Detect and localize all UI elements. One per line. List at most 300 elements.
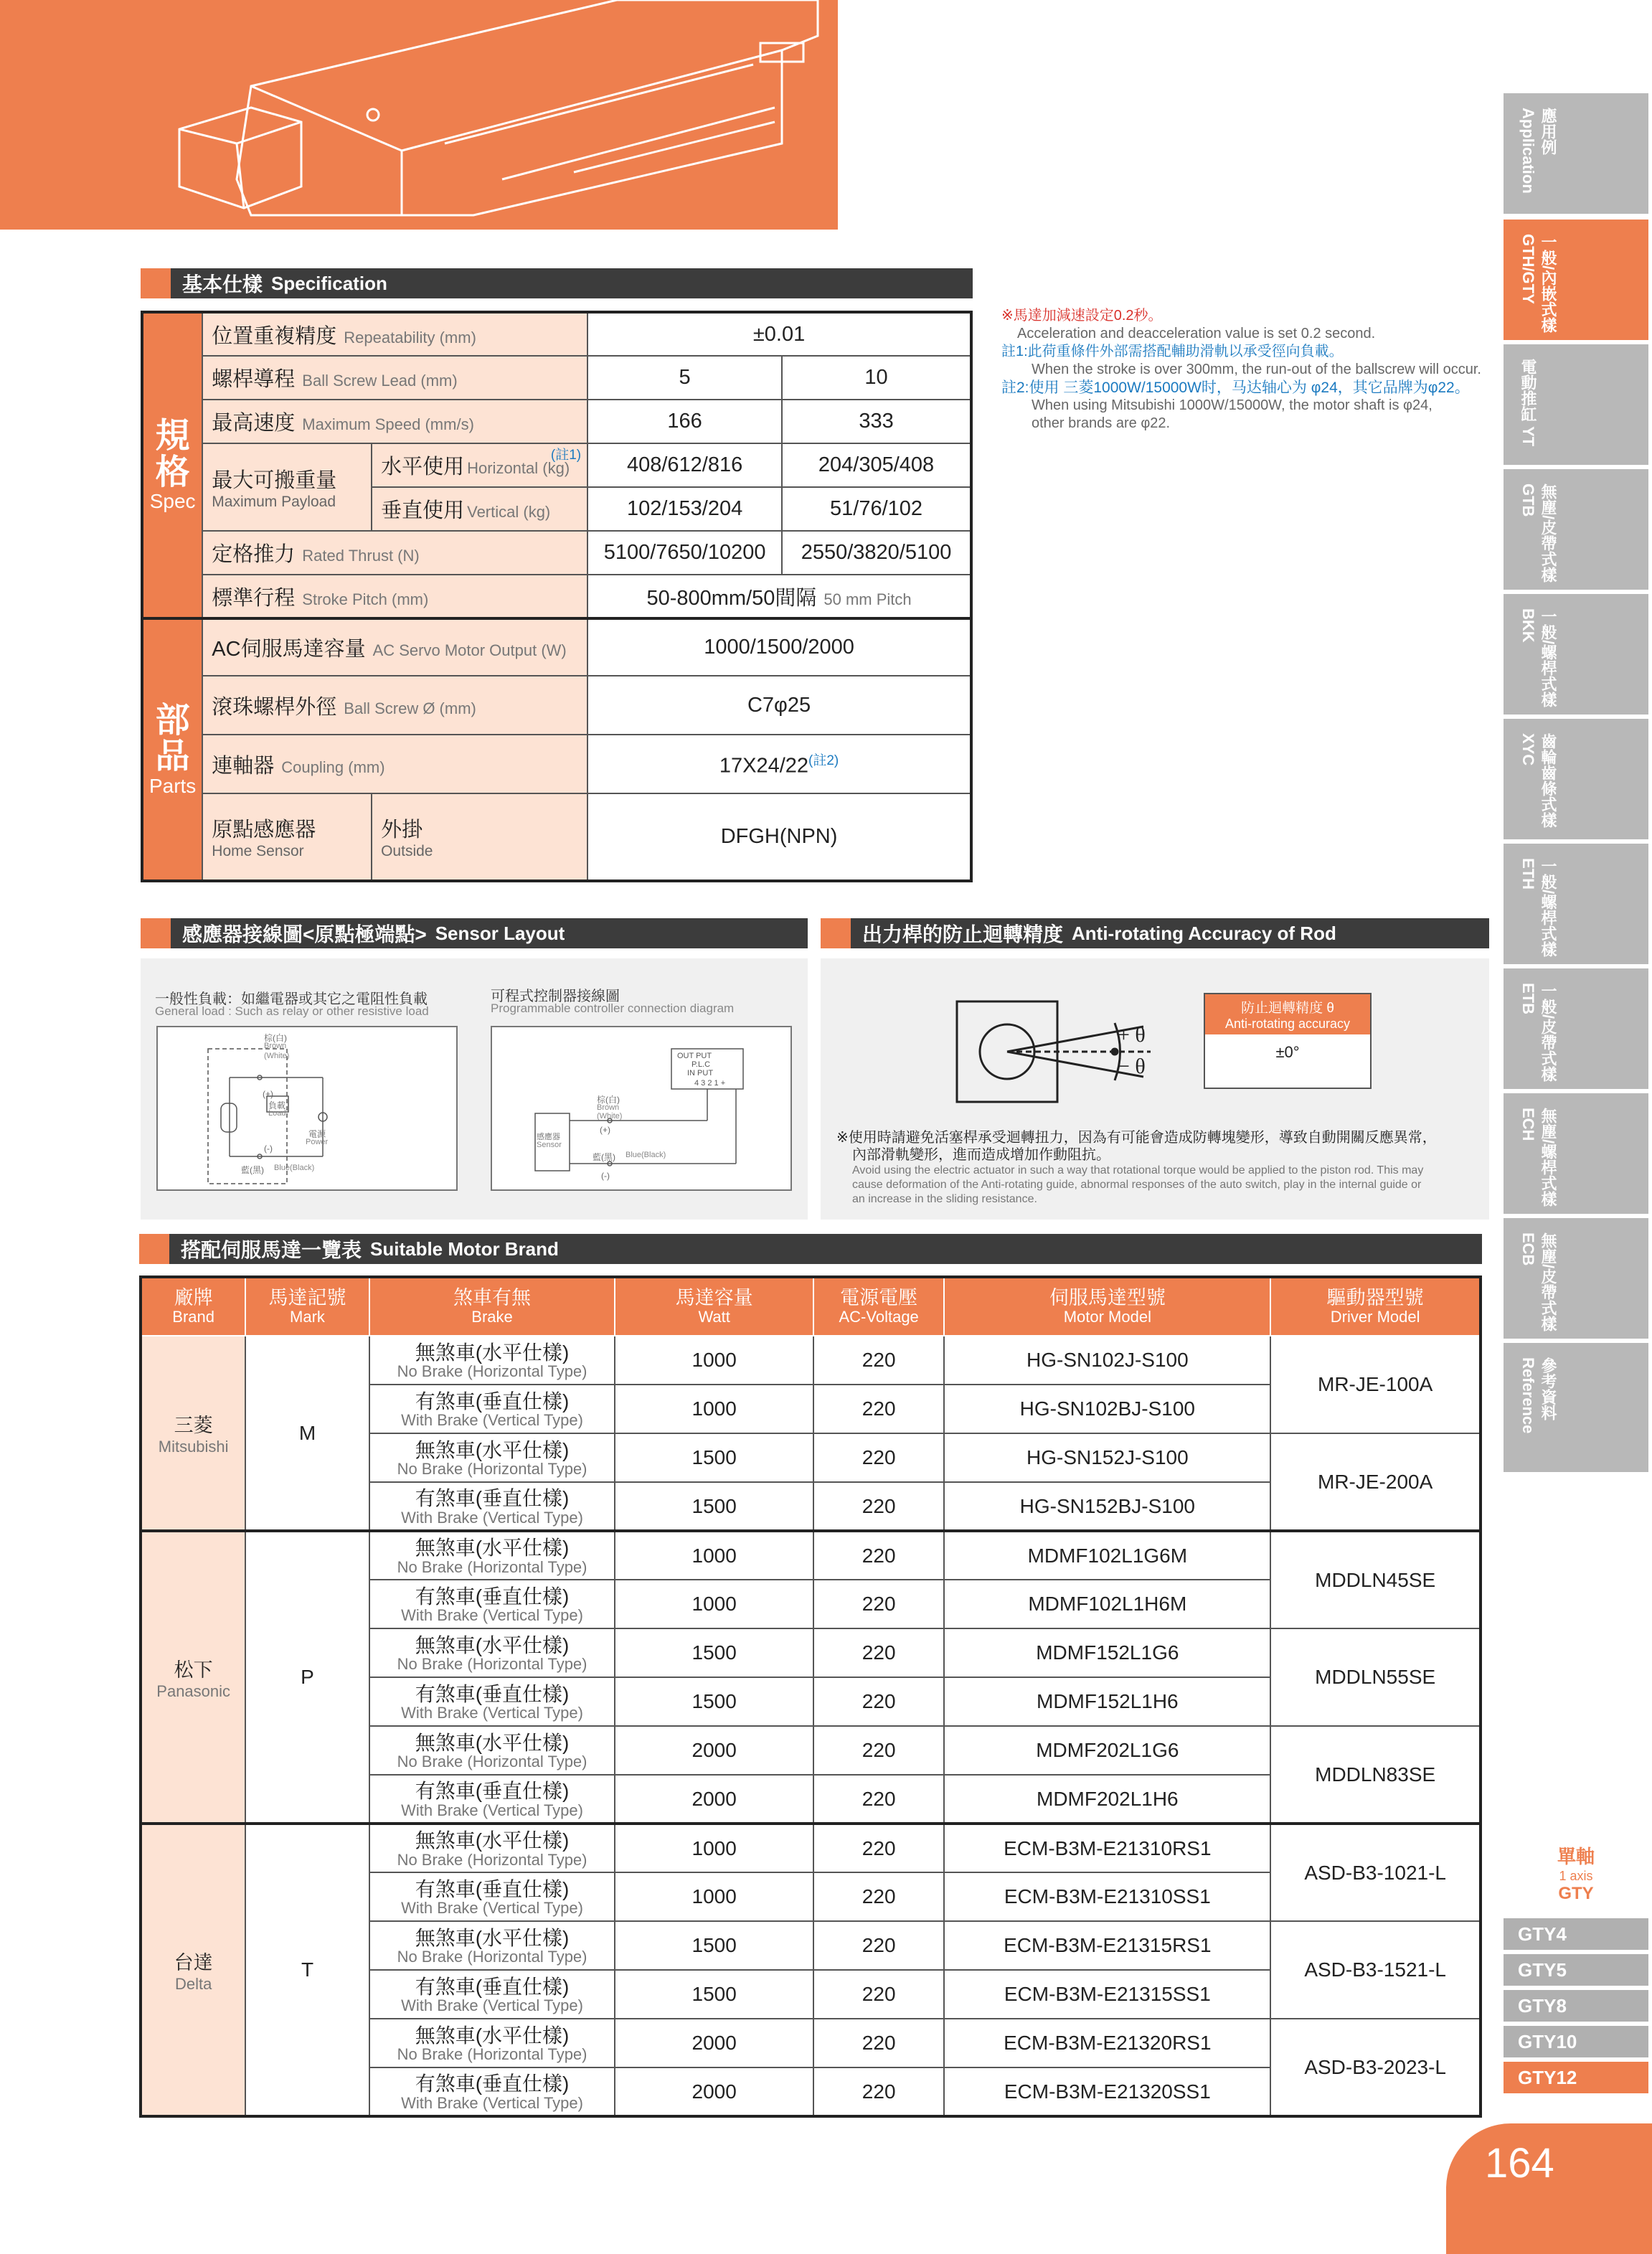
brake-cn: 無煞車(水平仕樣): [415, 1633, 570, 1656]
motor-section-header: [139, 1234, 1482, 1264]
note-2-en-2: other brands are φ22.: [1032, 415, 1171, 431]
brand-en: Delta: [174, 1974, 212, 1993]
tab-en: Reference: [1519, 1357, 1537, 1434]
motor-model-cell: MDMF102L1H6M: [944, 1580, 1270, 1628]
header-driver-model: [1270, 1277, 1481, 1336]
label-cn: 最高速度: [212, 412, 296, 435]
note-en-1: Avoid using the electric actuator in such a way that rotational torque would be applied to the piston rod. This may: [852, 1164, 1424, 1176]
watt-cell: 1000: [615, 1336, 813, 1385]
voltage-cell: 220: [813, 1580, 944, 1628]
brake-cn: 有煞車(垂直仕樣): [415, 1877, 570, 1900]
brake-cell: [369, 1677, 615, 1726]
repeatability-value: ±0.01: [587, 312, 971, 356]
stroke-label: [202, 575, 587, 618]
brake-cell: [369, 1531, 615, 1580]
group-en: Spec: [149, 490, 196, 513]
spec-notes: [1001, 307, 1489, 433]
anti-note: [836, 1129, 1437, 1207]
tab-cn: 一般/螺桿式樣: [1539, 858, 1557, 958]
brake-cn: 無煞車(水平仕樣): [415, 1926, 570, 1949]
payload-v-value-1: 102/153/204: [587, 487, 782, 531]
brake-en: No Brake (Horizontal Type): [397, 2045, 587, 2064]
brand-cn: 松下: [174, 1659, 213, 1681]
motor-model-cell: MDMF102L1G6M: [944, 1531, 1270, 1580]
motor-label: [202, 618, 587, 676]
note-ref: (註2): [808, 753, 839, 769]
tab-en: Application: [1519, 108, 1537, 194]
label-en: Outside: [381, 843, 433, 859]
voltage-cell: 220: [813, 1628, 944, 1677]
brake-cell: [369, 1726, 615, 1775]
label-cn: AC伺服馬達容量: [212, 638, 366, 661]
motor-table-body: [141, 1336, 1481, 2116]
label-en: Stroke Pitch (mm): [302, 590, 429, 608]
tab-cn: 無塵/螺桿式樣: [1539, 1108, 1557, 1207]
sensor-sub-label: [372, 793, 587, 881]
watt-cell: 1000: [615, 1531, 813, 1580]
brake-en: No Brake (Horizontal Type): [397, 1557, 587, 1576]
watt-cell: 1000: [615, 1872, 813, 1921]
theta-minus-label: − θ: [1118, 1055, 1146, 1078]
h-cn: 驅動器型號: [1326, 1286, 1424, 1308]
motor-model-cell: HG-SN102J-S100: [944, 1336, 1270, 1385]
sensor-label: [202, 793, 372, 881]
tab-text: [1518, 1108, 1558, 1214]
accuracy-value: ±0°: [1275, 1043, 1300, 1061]
side-tab-9[interactable]: [1504, 1218, 1648, 1339]
brake-en: With Brake (Vertical Type): [401, 1508, 583, 1527]
motor-model-cell: ECM-B3M-E21315SS1: [944, 1970, 1270, 2019]
h-en: Watt: [698, 1308, 730, 1326]
driver-model-cell: MR-JE-200A: [1270, 1433, 1481, 1531]
brake-cell: [369, 1433, 615, 1482]
h-en: Brand: [172, 1308, 215, 1326]
table-row: [141, 1824, 1481, 1872]
tab-en: ECH: [1519, 1108, 1537, 1141]
group-en: Parts: [148, 774, 197, 797]
section-title: 出力桿的防止迴轉精度: [862, 923, 1064, 946]
label-cn: 外掛: [381, 819, 423, 841]
watt-cell: 1500: [615, 1628, 813, 1677]
label-en: Maximum Payload: [212, 493, 336, 510]
wire-white-en: (White): [264, 1052, 290, 1060]
payload-horizontal-label: [372, 443, 587, 487]
gty-item-3[interactable]: GTY10: [1504, 2026, 1648, 2057]
header-motor-model: [944, 1277, 1270, 1336]
brand-cn: 三菱: [174, 1415, 213, 1436]
tab-cn: 應用例: [1539, 108, 1557, 155]
h-cn: 電源電壓: [840, 1286, 918, 1308]
driver-model-cell: MR-JE-100A: [1270, 1336, 1481, 1433]
label-cn: 定格推力: [212, 543, 296, 566]
brake-en: No Brake (Horizontal Type): [397, 1948, 587, 1966]
motor-model-cell: HG-SN152BJ-S100: [944, 1482, 1270, 1531]
watt-cell: 1500: [615, 1482, 813, 1531]
brake-en: No Brake (Horizontal Type): [397, 1753, 587, 1771]
tab-en: GTB: [1519, 484, 1537, 517]
brake-cell: [369, 1482, 615, 1531]
minus-label: (-): [601, 1171, 610, 1181]
label-en: Vertical (kg): [467, 503, 551, 521]
brake-cn: 有煞車(垂直仕樣): [415, 1390, 570, 1413]
plus-label: (+): [600, 1125, 610, 1135]
load-label: 負載: [268, 1100, 286, 1111]
tab-en: YT: [1519, 426, 1537, 447]
watt-cell: 1500: [615, 1677, 813, 1726]
brake-en: No Brake (Horizontal Type): [397, 1362, 587, 1381]
brake-cell: [369, 2067, 615, 2116]
section-title: 感應器接線圖<原點極端點>: [182, 923, 427, 946]
lead-label: [202, 356, 587, 400]
motor-model-cell: HG-SN152J-S100: [944, 1433, 1270, 1482]
motor-model-cell: ECM-B3M-E21310RS1: [944, 1824, 1270, 1872]
brake-cn: 無煞車(水平仕樣): [415, 2024, 570, 2047]
h-cn: 馬達容量: [675, 1286, 753, 1308]
stroke-value: [587, 575, 971, 618]
tab-cn: 一般/皮帶式樣: [1539, 983, 1557, 1083]
lead-value-1: 5: [587, 356, 782, 400]
hero-banner: [0, 0, 838, 230]
pins-label: 4 3 2 1 +: [694, 1079, 726, 1088]
sub: 50 mm Pitch: [823, 590, 912, 608]
sensor-section-header: [141, 918, 808, 948]
spec-section-header: [141, 268, 973, 298]
wire-blue: 藍(黑): [593, 1152, 615, 1162]
motor-model-cell: MDMF202L1G6: [944, 1726, 1270, 1775]
side-tab-2[interactable]: [1504, 344, 1648, 465]
tab-cn: 齒輪齒條式樣: [1539, 733, 1557, 828]
motor-model-cell: HG-SN102BJ-S100: [944, 1385, 1270, 1433]
tab-cn: 無塵/皮帶式樣: [1539, 1232, 1557, 1332]
box-title-en: Anti-rotating accuracy: [1224, 1017, 1351, 1031]
motor-value: 1000/1500/2000: [587, 618, 971, 676]
tab-en: XYC: [1519, 733, 1537, 766]
group-cn: 部品: [155, 701, 190, 776]
note-0-en: Acceleration and deacceleration value is set 0.2 second.: [1017, 326, 1376, 341]
voltage-cell: 220: [813, 2067, 944, 2116]
side-tab-3[interactable]: [1504, 469, 1648, 590]
brake-cell: [369, 1970, 615, 2019]
value: 17X24/22: [719, 754, 809, 778]
wire-brown-en: Brown: [264, 1042, 287, 1050]
tab-text: [1518, 983, 1558, 1089]
motor-table-header: [141, 1277, 1481, 1336]
motor-model-cell: MDMF152L1G6: [944, 1628, 1270, 1677]
theta-plus-label: + θ: [1118, 1023, 1146, 1047]
thrust-label: [202, 531, 587, 575]
tab-text: [1518, 359, 1538, 446]
brake-cn: 有煞車(垂直仕樣): [415, 1682, 570, 1705]
box-title: 防止迴轉精度 θ: [1241, 1001, 1334, 1016]
speed-value-2: 333: [782, 400, 971, 443]
h-cn: 馬達記號: [268, 1286, 346, 1308]
watt-cell: 1500: [615, 1921, 813, 1970]
tab-text: [1518, 858, 1558, 964]
side-tab-5[interactable]: [1504, 719, 1648, 839]
brake-en: No Brake (Horizontal Type): [397, 1460, 587, 1479]
speed-label: [202, 400, 587, 443]
wire-brown: 棕(白): [597, 1095, 620, 1105]
label-cn: 標準行程: [212, 586, 296, 610]
brake-cn: 有煞車(垂直仕樣): [415, 1975, 570, 1998]
side-tab-7[interactable]: [1504, 968, 1648, 1089]
note-cn-1: ※使用時請避免活塞桿承受迴轉扭力，因為有可能會造成防轉塊變形，導致自動開關反應異常，: [836, 1130, 1437, 1146]
load-label-en: Load: [268, 1109, 286, 1118]
brake-en: No Brake (Horizontal Type): [397, 1655, 587, 1674]
wire-brown: 棕(白): [264, 1033, 287, 1043]
watt-cell: 2000: [615, 1775, 813, 1824]
side-tab-6[interactable]: [1504, 844, 1648, 964]
voltage-cell: 220: [813, 1921, 944, 1970]
tab-cn: 一般/螺桿式樣: [1539, 608, 1557, 708]
tab-cn: 一般/內嵌式樣: [1539, 234, 1557, 334]
h-cn: 廠牌: [174, 1286, 213, 1308]
sensor-label: 感應器: [537, 1133, 560, 1141]
tab-en: ETB: [1519, 983, 1537, 1014]
label-en: Ball Screw Lead (mm): [302, 372, 458, 390]
screw-value: C7φ25: [587, 676, 971, 735]
plc-circuit-svg: [492, 1027, 793, 1192]
side-tab-1[interactable]: [1504, 220, 1648, 340]
h-en: Driver Model: [1330, 1308, 1420, 1326]
gty-item-2[interactable]: GTY8: [1504, 1990, 1648, 2022]
rod-diagram-icon: [950, 987, 1165, 1109]
coupling-value: [587, 735, 971, 793]
brake-cn: 無煞車(水平仕樣): [415, 1341, 570, 1364]
driver-model-cell: ASD-B3-1021-L: [1270, 1824, 1481, 1921]
minus-label: (-): [264, 1143, 273, 1154]
sensor-layout-panel: [141, 958, 808, 1220]
note-en-2: cause deformation of the Anti-rotating guide, abnormal responses of the auto switch, play in the internal guide or: [852, 1179, 1422, 1191]
label-cn: 連軸器: [212, 754, 275, 778]
brake-cn: 無煞車(水平仕樣): [415, 1731, 570, 1754]
label-cn: 垂直使用: [381, 499, 465, 522]
table-row: [141, 1531, 1481, 1580]
brand-en: Panasonic: [156, 1682, 231, 1700]
h-cn: 煞車有無: [453, 1286, 532, 1308]
wire-blue-en: Blue(Black): [274, 1164, 315, 1172]
h-en: AC-Voltage: [839, 1308, 919, 1326]
section-title: 搭配伺服馬達一覽表: [181, 1239, 362, 1261]
tab-text: [1518, 108, 1558, 214]
thrust-value-2: 2550/3820/5100: [782, 531, 971, 575]
voltage-cell: 220: [813, 1433, 944, 1482]
plc-title-en: Programmable controller connection diagram: [491, 1001, 735, 1015]
sensor-label-en: Sensor: [537, 1141, 562, 1149]
wire-brown-en: Brown: [597, 1103, 620, 1112]
screw-label: [202, 676, 587, 735]
axis-cn: 單軸: [1557, 1846, 1595, 1867]
header-brand: [141, 1277, 245, 1336]
tab-text: [1518, 1357, 1558, 1472]
section-accent: [141, 268, 171, 298]
general-load-title: 一般性負載：如繼電器或其它之電阻性負載: [155, 991, 428, 1007]
side-tab-8[interactable]: [1504, 1093, 1648, 1214]
h-en: Motor Model: [1063, 1308, 1151, 1326]
table-row: [141, 1336, 1481, 1385]
label-cn: 螺桿導程: [212, 368, 296, 391]
note-2: 註2:使用 三菱1000W/15000W时，马达轴心为 φ24，其它品牌为φ22。: [1001, 379, 1470, 396]
brake-cn: 有煞車(垂直仕樣): [415, 1585, 570, 1608]
brand-cell: [141, 1531, 245, 1824]
anti-rotating-panel: [821, 958, 1489, 1220]
section-title: 基本仕樣: [182, 273, 263, 296]
brand-en: Mitsubishi: [158, 1438, 229, 1456]
power-label-en: Power: [306, 1138, 329, 1146]
driver-model-cell: ASD-B3-2023-L: [1270, 2019, 1481, 2116]
brand-cn: 台達: [174, 1951, 213, 1974]
plc-label: P.L.C: [692, 1060, 711, 1069]
driver-model-cell: MDDLN55SE: [1270, 1628, 1481, 1726]
tab-en: GTH/GTY: [1519, 234, 1537, 304]
brake-cn: 有煞車(垂直仕樣): [415, 2073, 570, 2095]
input-label: IN PUT: [687, 1069, 714, 1078]
axis-model: GTY: [1558, 1884, 1594, 1903]
section-title-en: Suitable Motor Brand: [370, 1237, 559, 1260]
value: 50-800mm/50間隔: [646, 586, 817, 610]
section-accent: [821, 918, 851, 948]
brake-en: With Brake (Vertical Type): [401, 1899, 583, 1918]
spec-group-label: [142, 312, 202, 618]
repeatability-label: [202, 312, 587, 356]
section-accent: [141, 918, 171, 948]
payload-label: [202, 443, 372, 531]
plc-title: 可程式控制器接線圖: [491, 989, 620, 1004]
label-cn: 最大可搬重量: [212, 468, 337, 492]
driver-model-cell: MDDLN45SE: [1270, 1531, 1481, 1628]
thrust-value-1: 5100/7650/10200: [587, 531, 782, 575]
brake-cn: 無煞車(水平仕樣): [415, 1829, 570, 1852]
motor-table: [139, 1275, 1482, 2118]
watt-cell: 1000: [615, 1385, 813, 1433]
section-title-en: Anti-rotating Accuracy of Rod: [1072, 922, 1336, 944]
label-en: Horizontal (kg): [467, 459, 570, 477]
tab-text: [1518, 484, 1558, 590]
group-cn: 規格: [155, 417, 190, 491]
plc-diagram: [491, 1026, 792, 1191]
side-tab-10[interactable]: [1504, 1343, 1648, 1472]
payload-v-value-2: 51/76/102: [782, 487, 971, 531]
brand-cell: [141, 1824, 245, 2116]
brake-cn: 有煞車(垂直仕樣): [415, 1487, 570, 1510]
label-en: Rated Thrust (N): [302, 547, 420, 565]
section-accent: [139, 1234, 169, 1264]
brand-cell: [141, 1336, 245, 1531]
header-brake: [369, 1277, 615, 1336]
driver-model-cell: ASD-B3-1521-L: [1270, 1921, 1481, 2019]
voltage-cell: 220: [813, 1726, 944, 1775]
brake-cell: [369, 1336, 615, 1385]
gty-item-1[interactable]: GTY5: [1504, 1954, 1648, 1986]
wire-white-en: (White): [597, 1112, 623, 1121]
brake-cn: 無煞車(水平仕樣): [415, 1438, 570, 1461]
voltage-cell: 220: [813, 1824, 944, 1872]
header-mark: [245, 1277, 369, 1336]
mark-cell: M: [245, 1336, 369, 1531]
wire-blue-en: Blue(Black): [626, 1151, 666, 1159]
tab-text: [1518, 733, 1558, 839]
payload-h-value-1: 408/612/816: [587, 443, 782, 487]
watt-cell: 1500: [615, 1433, 813, 1482]
brake-cell: [369, 1921, 615, 1970]
tab-text: [1518, 1232, 1558, 1339]
wire-blue: 藍(黑): [241, 1165, 264, 1175]
tab-en: BKK: [1519, 608, 1537, 643]
gty-item-0[interactable]: GTY4: [1504, 1918, 1648, 1950]
mark-cell: T: [245, 1824, 369, 2116]
label-cn: 水平使用: [381, 456, 465, 478]
actuator-illustration: [0, 0, 838, 230]
note-cn-2: 內部滑軌變形，進而造成增加作動阻抗。: [852, 1147, 1110, 1163]
page-number: 164: [1446, 2123, 1652, 2254]
accuracy-box: [1204, 993, 1372, 1089]
label-en: Ball Screw Ø (mm): [344, 699, 476, 717]
brake-en: No Brake (Horizontal Type): [397, 1850, 587, 1869]
brake-cell: [369, 1775, 615, 1824]
motor-model-cell: ECM-B3M-E21320RS1: [944, 2019, 1270, 2067]
lead-value-2: 10: [782, 356, 971, 400]
header-voltage: [813, 1277, 944, 1336]
label-cn: 滾珠螺桿外徑: [212, 695, 337, 719]
label-cn: 位置重複精度: [212, 324, 337, 348]
voltage-cell: 220: [813, 2019, 944, 2067]
label-en: Home Sensor: [212, 843, 304, 859]
brake-en: With Brake (Vertical Type): [401, 2093, 583, 2112]
plus-label: (+): [263, 1089, 273, 1099]
voltage-cell: 220: [813, 1336, 944, 1385]
gty-item-4[interactable]: GTY12: [1504, 2062, 1648, 2093]
brake-cell: [369, 1385, 615, 1433]
tab-cn: 電動推缸: [1519, 359, 1537, 422]
brake-en: With Brake (Vertical Type): [401, 1996, 583, 2015]
motor-model-cell: MDMF202L1H6: [944, 1775, 1270, 1824]
general-load-title-en: General load : Such as relay or other resistive load: [155, 1004, 429, 1018]
h-en: Mark: [290, 1308, 325, 1326]
brake-cn: 有煞車(垂直仕樣): [415, 1780, 570, 1803]
voltage-cell: 220: [813, 1677, 944, 1726]
accuracy-box-header: [1205, 994, 1370, 1034]
driver-model-cell: MDDLN83SE: [1270, 1726, 1481, 1824]
label-en: Coupling (mm): [281, 758, 385, 776]
note-0: ※馬達加減速設定0.2秒。: [1001, 308, 1163, 324]
brake-cell: [369, 2019, 615, 2067]
spec-table: [141, 311, 973, 882]
voltage-cell: 220: [813, 1385, 944, 1433]
brake-en: With Brake (Vertical Type): [401, 1606, 583, 1625]
brake-cell: [369, 1628, 615, 1677]
power-label: 電源: [308, 1129, 326, 1139]
brake-cn: 無煞車(水平仕樣): [415, 1537, 570, 1560]
section-title-en: Specification: [271, 272, 387, 294]
watt-cell: 2000: [615, 2067, 813, 2116]
speed-value-1: 166: [587, 400, 782, 443]
side-tab-4[interactable]: [1504, 594, 1648, 715]
side-tab-0[interactable]: [1504, 93, 1648, 214]
coupling-label: [202, 735, 587, 793]
motor-model-cell: ECM-B3M-E21315RS1: [944, 1921, 1270, 1970]
note-1-en: When the stroke is over 300mm, the run-out of the ballscrew will occur.: [1032, 362, 1481, 377]
general-load-diagram: [156, 1026, 458, 1191]
note-1: 註1:此荷重條件外部需搭配輔助滑軌以承受徑向負載。: [1001, 344, 1344, 359]
voltage-cell: 220: [813, 1872, 944, 1921]
axis-en: 1 axis: [1559, 1869, 1593, 1883]
label-en: Repeatability (mm): [344, 328, 476, 346]
payload-vertical-label: [372, 487, 587, 531]
label-en: AC Servo Motor Output (W): [372, 641, 567, 659]
voltage-cell: 220: [813, 1970, 944, 2019]
sensor-value: DFGH(NPN): [587, 793, 971, 881]
tab-text: [1518, 234, 1558, 340]
